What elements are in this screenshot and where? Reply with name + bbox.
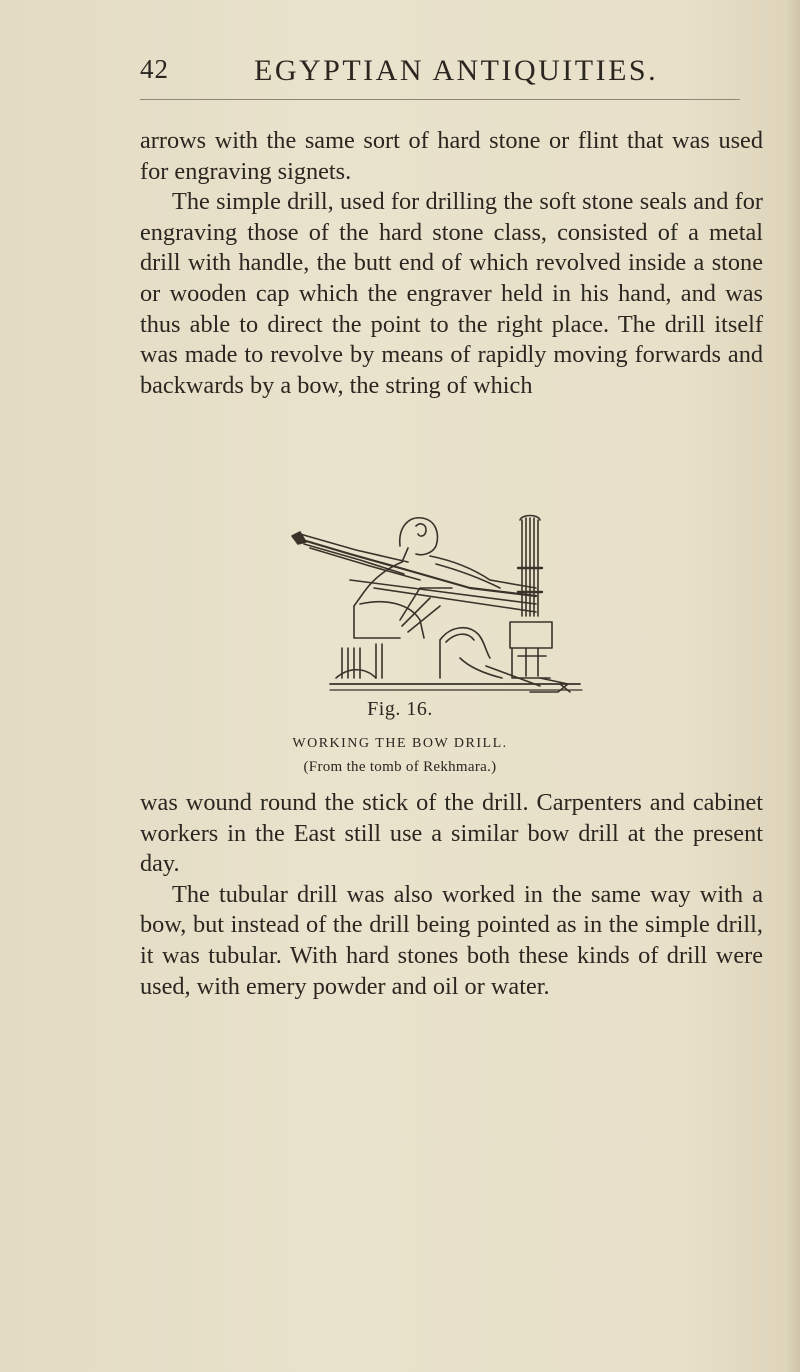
- page-number: 42: [140, 54, 169, 84]
- figure-bow-drill: [290, 508, 620, 700]
- figure-source: (From the tomb of Rekhmara.): [303, 759, 497, 775]
- figure-label: Fig. 16.: [367, 698, 433, 720]
- running-head: [140, 52, 740, 96]
- paragraph-tubular-drill: The tubular drill was also worked in the same way with a bow, but instead of the drill being pointed as in the simple drill, it was tubular. With hard stones both these kinds of drill were used, with emery powder and oil or water.: [140, 880, 763, 1000]
- header-rule: [140, 99, 740, 100]
- paragraph-continuation: arrows with the same sort of hard stone or flint that was used for engraving signets.: [140, 127, 763, 185]
- page-edge-shadow: [786, 0, 800, 1372]
- paragraph-simple-drill: The simple drill, used for drilling the soft stone seals and for engraving those of the hard stone class, consisted of a metal drill with handle, the butt end of which revolved inside a stone or wooden cap which the engraver held in his hand, and was thus able to direct the point to the right place. The drill itself was made to revolve by means of rapidly moving forwards and backwards by a bow, the string of which: [140, 188, 763, 399]
- text-block-bottom: [140, 788, 763, 1002]
- figure-title: WORKING THE BOW DRILL.: [292, 736, 508, 751]
- paragraph-bow-string: was wound round the stick of the drill. Carpenters and cabinet workers in the East still use a similar bow drill at the present day.: [140, 789, 763, 878]
- text-block-top: [140, 126, 763, 401]
- running-head-title: EGYPTIAN ANTIQUITIES.: [254, 54, 659, 87]
- bow-drill-illustration-icon: [290, 508, 620, 700]
